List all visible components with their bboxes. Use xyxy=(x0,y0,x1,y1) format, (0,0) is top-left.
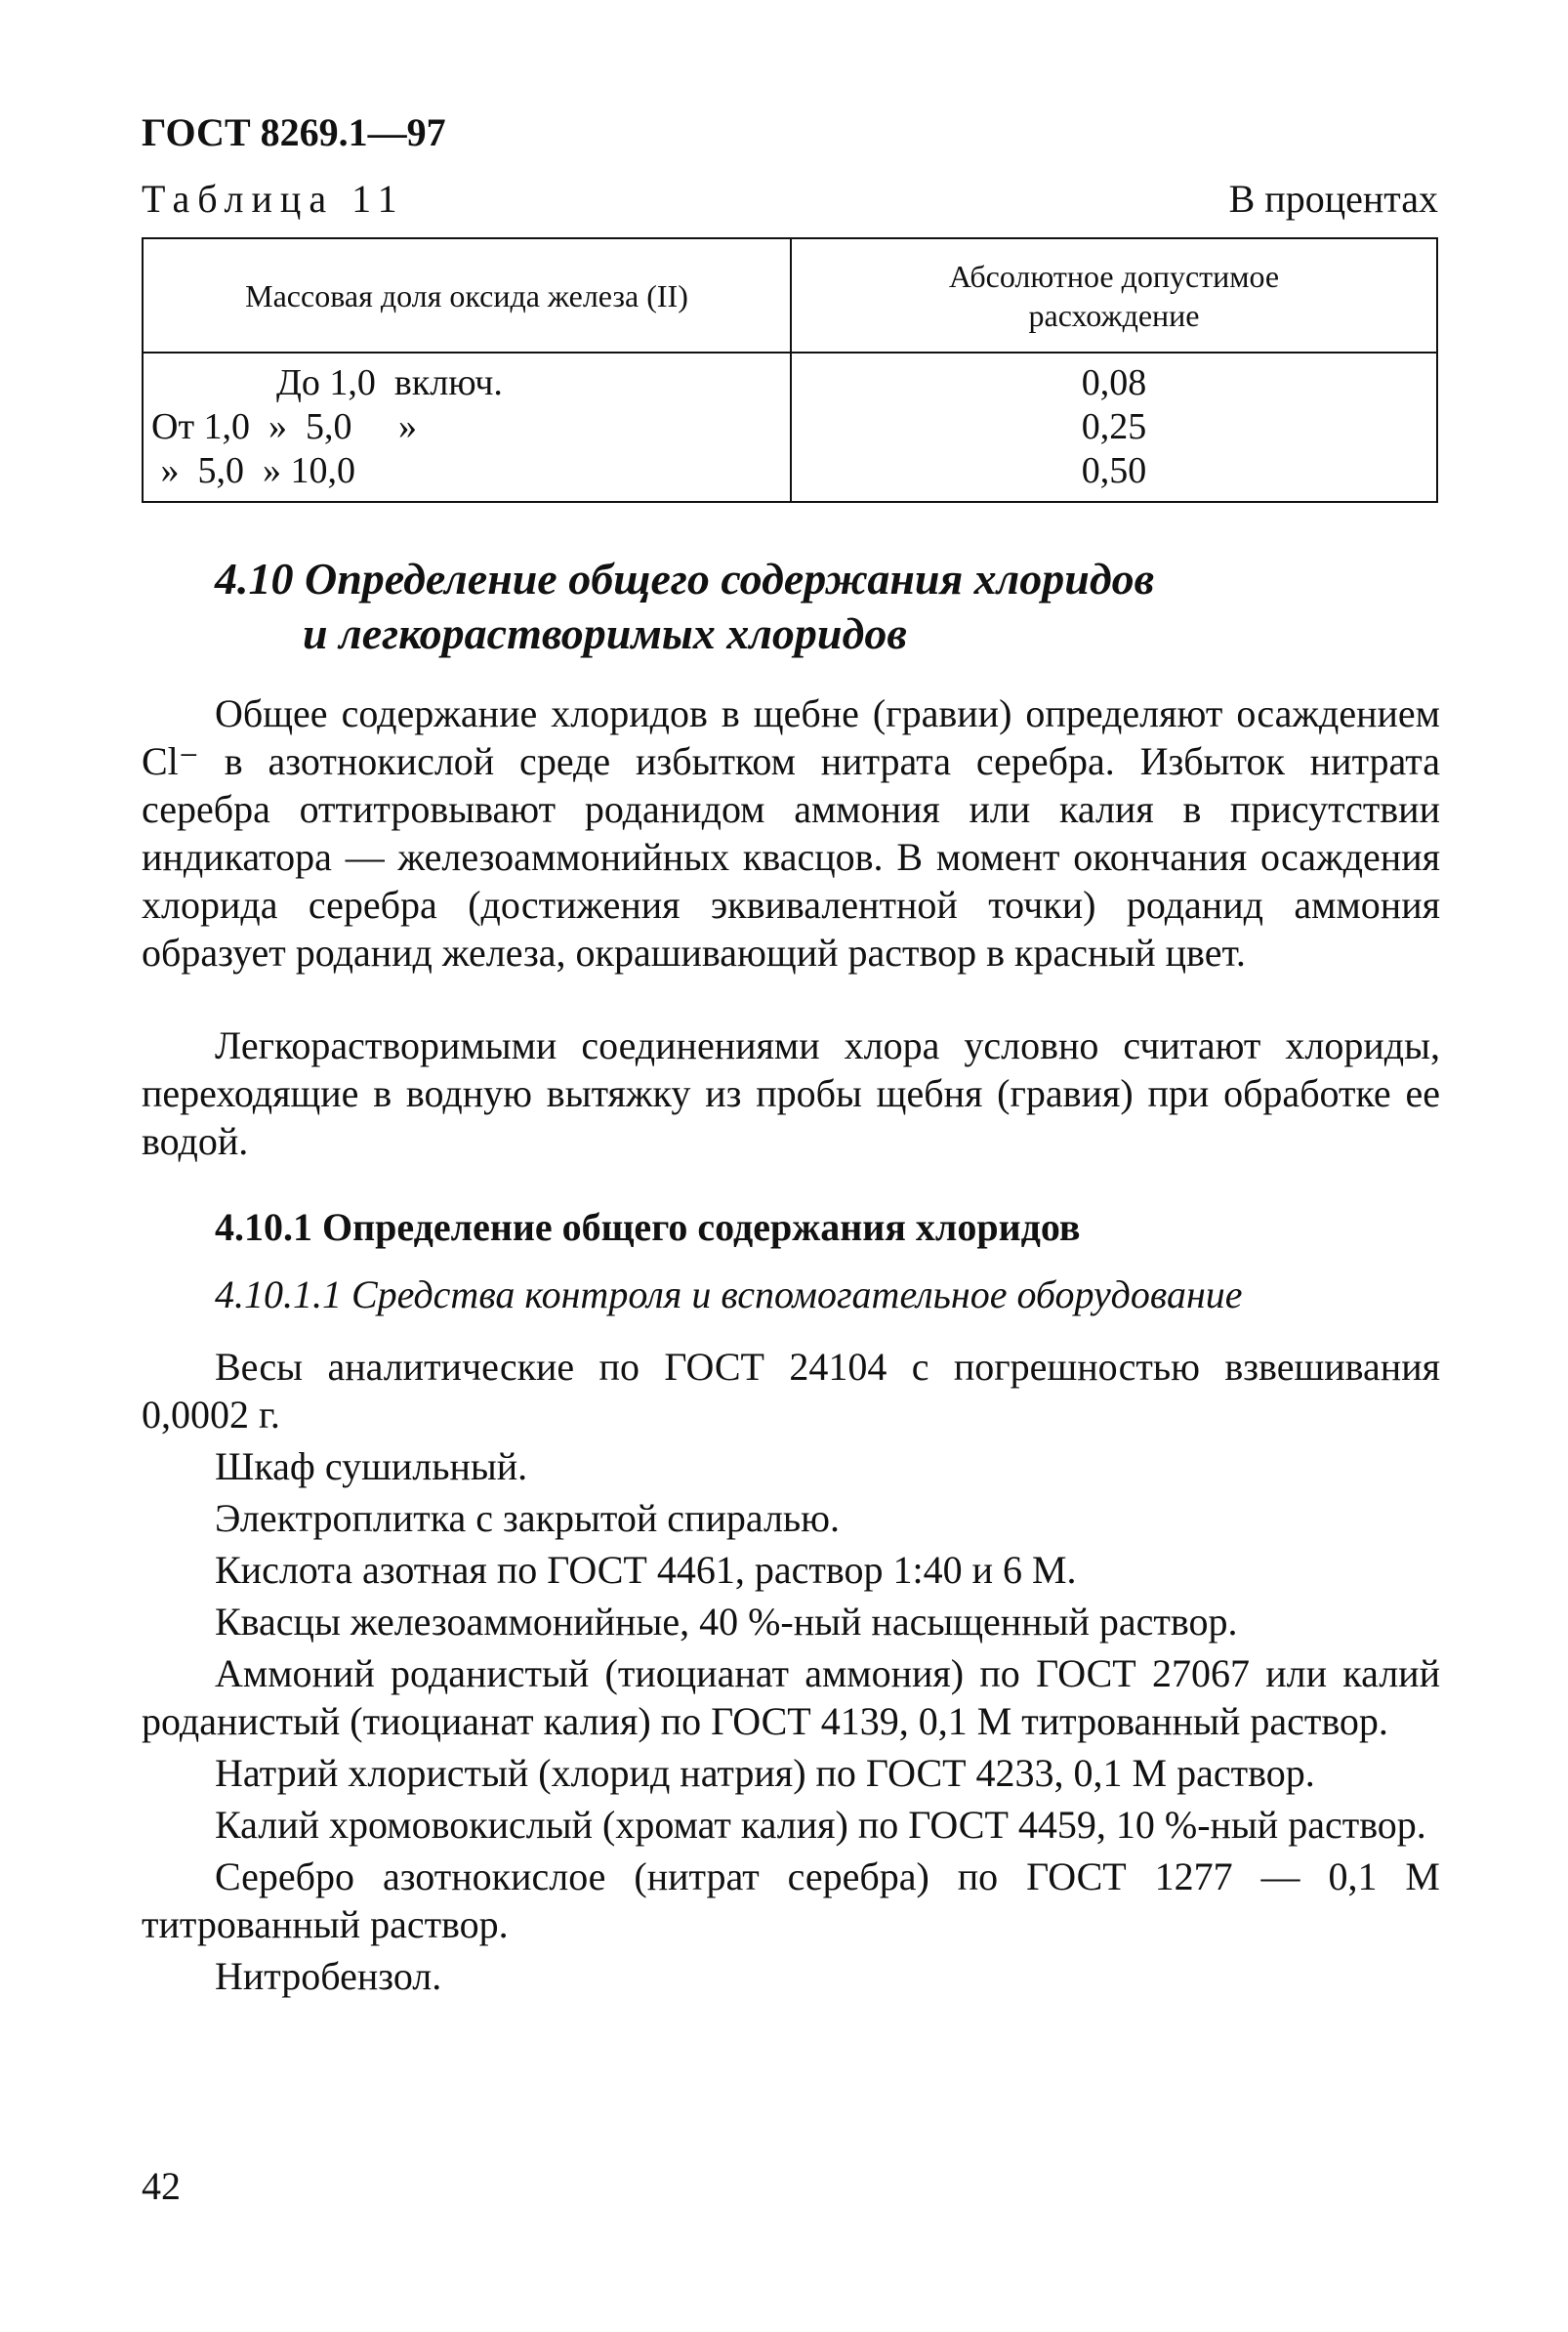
column-header: Абсолютное допустимое расхождение xyxy=(791,238,1437,353)
table-unit: В процентах xyxy=(1228,177,1438,221)
subsection-heading: 4.10.1 Определение общего содержания хлоридов xyxy=(215,1205,1081,1249)
list-item: Весы аналитические по ГОСТ 24104 с погрешностью взвешивания 0,0002 г. xyxy=(142,1345,1440,1437)
value-cell: 0,08 0,25 0,50 xyxy=(791,353,1437,502)
list-item: Кислота азотная по ГОСТ 4461, раствор 1:40 и 6 М. xyxy=(215,1548,1077,1592)
list-item: Натрий хлористый (хлорид натрия) по ГОСТ 4233, 0,1 М раствор. xyxy=(215,1751,1315,1795)
list-item: Калий хромовокислый (хромат калия) по ГОСТ 4459, 10 %-ный раствор. xyxy=(215,1803,1426,1847)
list-item: Квасцы железоаммонийные, 40 %-ный насыщенный раствор. xyxy=(215,1600,1238,1644)
page-number: 42 xyxy=(142,2164,181,2208)
equipment-list xyxy=(142,1343,1440,2004)
data-table xyxy=(142,237,1438,503)
document-header: ГОСТ 8269.1—97 xyxy=(142,110,446,154)
section-heading: 4.10 Определение общего содержания хлоридов и легкорастворимых хлоридов xyxy=(215,554,1155,658)
paragraph: Легкорастворимыми соединениями хлора условно считают хлориды, переходящие в водную вытяжку из пробы щебня (гравия) при обработке ее водой. xyxy=(142,1023,1440,1163)
paragraph: Общее содержание хлоридов в щебне (гравии) определяют осаждением Cl⁻ в азотнокислой среде избытком нитрата серебра. Избыток нитрата серебра оттитровывают роданидом аммония или калия в присутствии индикатора — железоаммонийных квасцов. В момент окончания осаждения хлорида серебра (достижения эквивалентной точки) роданид аммония образует роданид железа, окрашивающий раствор в красный цвет. xyxy=(142,691,1440,975)
list-item: Аммоний роданистый (тиоцианат аммония) по ГОСТ 27067 или калий роданистый (тиоцианат калия) по ГОСТ 4139, 0,1 М титрованный раствор. xyxy=(142,1651,1440,1743)
table-title: Таблица 11 xyxy=(142,177,405,221)
table-row xyxy=(143,353,1437,502)
range-cell: До 1,0 включ. От 1,0 » 5,0 » » 5,0 » 10,0 xyxy=(143,353,791,502)
list-item: Нитробензол. xyxy=(215,1954,442,1998)
list-item: Шкаф сушильный. xyxy=(215,1444,528,1488)
list-item: Серебро азотнокислое (нитрат серебра) по ГОСТ 1277 — 0,1 М титрованный раствор. xyxy=(142,1854,1440,1946)
column-header: Массовая доля оксида железа (II) xyxy=(143,238,791,353)
subsubsection-heading: 4.10.1.1 Средства контроля и вспомогательное оборудование xyxy=(215,1272,1243,1316)
list-item: Электроплитка с закрытой спиралью. xyxy=(215,1496,841,1540)
